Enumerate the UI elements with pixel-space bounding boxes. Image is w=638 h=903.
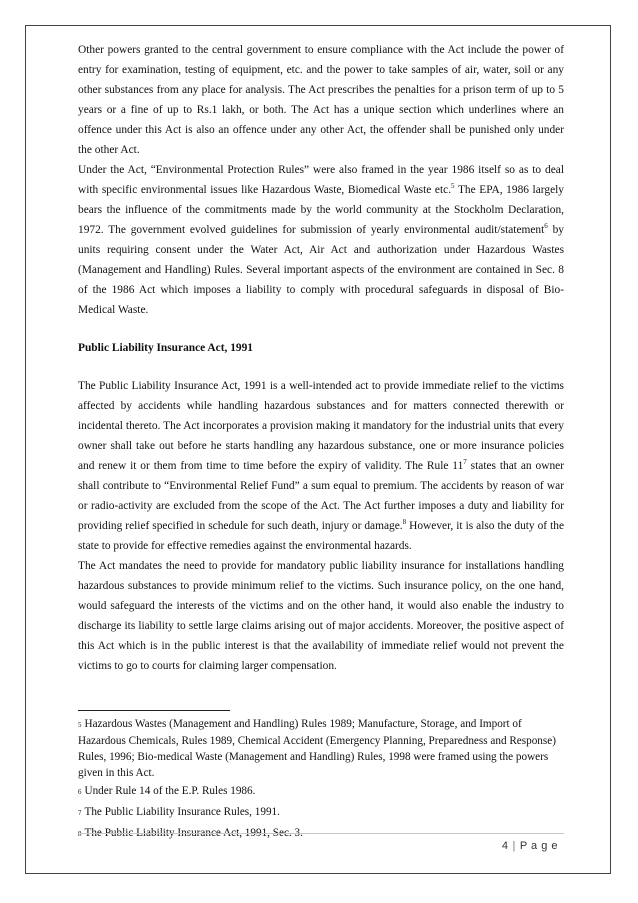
paragraph-environmental-rules xyxy=(78,160,564,320)
footnotes xyxy=(78,716,564,844)
footnote-text: Hazardous Wastes (Management and Handling) Rules 1989; Manufacture, Storage, and Import of Hazardous Chemicals, Rules 1989, Chemical Accident (Emergency Planning, Preparedness and Response) Rules, 1996; Bio-medical Waste (Management and Handling) Rules, 1998 were framed using the powers given in this Act. xyxy=(78,718,556,779)
paragraph-powers: Other powers granted to the central government to ensure compliance with the Act include the power of entry for examination, testing of equipment, etc. and the power to take samples of air, water, soil or any other substances from any place for analysis. The Act prescribes the penalties for a prison term of up to 5 years or a fine of up to Rs.1 lakh, or both. The Act has a unique section which underlines where an offence under this Act is also an offence under any other Act, the offender shall be punished only under the other Act. xyxy=(78,44,564,156)
paragraph-text: The Public Liability Insurance Act, 1991 is a well-intended act to provide immediate relief to the victims affected by accidents while handling hazardous substances and for matters connected therewith or incidental thereto. The Act incorporates a provision making it mandatory for the industrial units that every owner shall take out before he starts handling any hazardous substance, one or more insurance policies and renew it or them from time to time before the expiry of validity. The Rule 11 xyxy=(78,380,564,472)
footnote-6 xyxy=(78,783,564,800)
footnote-5 xyxy=(78,716,564,781)
footnote-number: 7 xyxy=(78,809,82,817)
paragraph-pli-act xyxy=(78,376,564,556)
footnote-number: 5 xyxy=(78,721,82,729)
footnote-ref-8: 8 xyxy=(402,518,407,527)
footnote-text: Under Rule 14 of the E.P. Rules 1986. xyxy=(84,785,256,797)
footnote-ref-6: 6 xyxy=(544,222,548,231)
footnote-ref-7: 7 xyxy=(463,458,467,467)
page-footer xyxy=(502,840,558,852)
page-body xyxy=(78,40,564,676)
footnote-text: The Public Liability Insurance Act, 1991, Sec. 3. xyxy=(84,827,303,839)
page-label: P a g e xyxy=(519,840,558,852)
paragraph-text: states that an owner shall contribute to “Environmental Relief Fund” a sum equal to premium. The accidents by reason of war or radio-activity are excluded from the scope of the Act. The Act further imposes a duty and liability for providing relief specified in schedule for such death, injury or damage. xyxy=(78,460,564,532)
paragraph-text: by units requiring consent under the Water Act, Air Act and authorization under Hazardous Wastes (Management and Handling) Rules. Several important aspects of the environment are contained in Sec. 8 of the 1986 Act which imposes a liability to comply with procedural safeguards in disposal of Bio-Medical Waste. xyxy=(78,224,564,316)
paragraph-text: The EPA, 1986 largely bears the influence of the commitments made by the world community at the Stockholm Declaration, 1972. The government evolved guidelines for submission of yearly environmental audit/statement xyxy=(78,184,564,236)
paragraph-text: Under the Act, “Environmental Protection Rules” were also framed in the year 1986 itself so as to deal with specific environmental issues like Hazardous Waste, Biomedical Waste etc. xyxy=(78,164,564,196)
section-heading: Public Liability Insurance Act, 1991 xyxy=(78,342,253,354)
page-number: 4 xyxy=(501,840,509,852)
footnote-number: 6 xyxy=(78,788,82,796)
paragraph-mandatory-insurance: The Act mandates the need to provide for mandatory public liability insurance for installations handling hazardous substances to provide minimum relief to the victims. Such insurance policy, on the one hand, would safeguard the interests of the victims and on the other hand, it would also enable the industry to discharge its liability to settle large claims arising out of major accidents. Moreover, the positive aspect of this Act which is in the public interest is that the availability of immediate relief would not prevent the victims to go to courts for claiming larger compensation. xyxy=(78,560,564,672)
footnote-number: 8 xyxy=(78,830,82,838)
footnote-text: The Public Liability Insurance Rules, 1991. xyxy=(84,806,280,818)
paragraph-text: However, it is also the duty of the state to provide for effective remedies against the environmental hazards. xyxy=(78,520,565,552)
footnote-ref-5: 5 xyxy=(451,182,455,191)
footnote-7 xyxy=(78,804,564,821)
footnote-separator xyxy=(78,710,230,711)
footer-separator xyxy=(78,833,564,834)
footer-separator-glyph: | xyxy=(512,840,516,852)
